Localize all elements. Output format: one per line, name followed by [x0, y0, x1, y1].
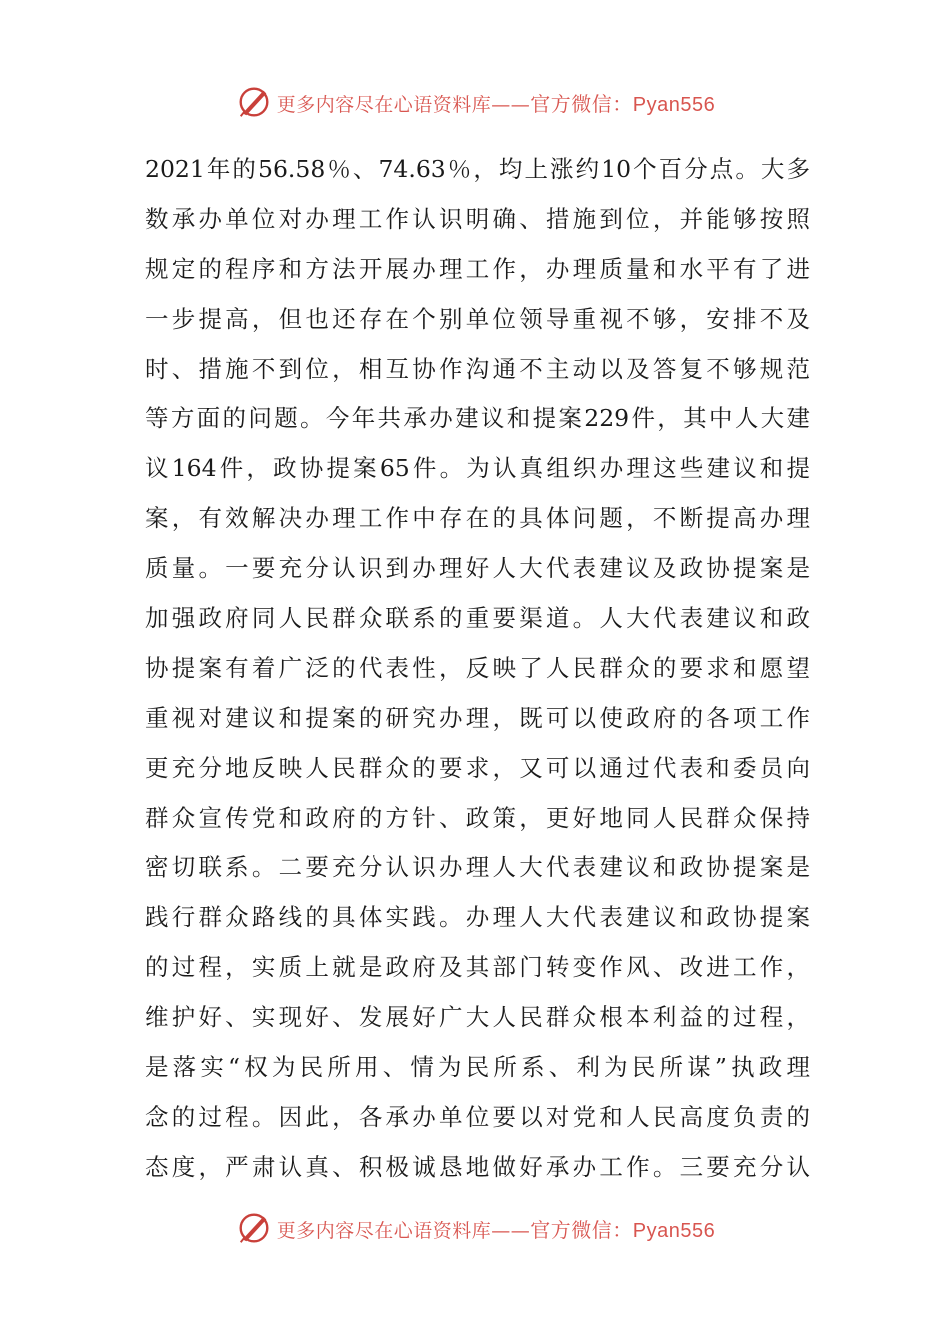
- text-line: 协提案有着广泛的代表性，反映了人民群众的要求和愿望: [145, 653, 810, 682]
- document-body: [145, 145, 810, 1193]
- text-line: 议164件，政协提案65件。为认真组织办理这些建议和提: [145, 454, 810, 483]
- text-line: 密切联系。二要充分认识办理人大代表建议和政协提案是: [145, 853, 810, 882]
- text-line: 是落实“权为民所用、情为民所系、利为民所谋”执政理: [145, 1053, 810, 1082]
- text-line: 践行群众路线的具体实践。办理人大代表建议和政协提案: [145, 903, 810, 932]
- text-line: 案，有效解决办理工作中存在的具体问题，不断提高办理: [145, 504, 810, 533]
- text-line: 念的过程。因此，各承办单位要以对党和人民高度负责的: [145, 1102, 810, 1131]
- text-line: 一步提高，但也还存在个别单位领导重视不够，安排不及: [145, 304, 810, 333]
- quill-pen-icon: [235, 1209, 273, 1247]
- text-line: 规定的程序和方法开展办理工作，办理质量和水平有了进: [145, 254, 810, 283]
- watermark-text: 更多内容尽在心语资料库——官方微信：Pyan556: [276, 93, 716, 116]
- header-watermark: [0, 80, 950, 124]
- text-line: 时、措施不到位，相互协作沟通不主动以及答复不够规范: [145, 354, 810, 383]
- text-line: 态度，严肃认真、积极诚恳地做好承办工作。三要充分认: [145, 1152, 810, 1181]
- text-line: 2021年的56.58％、74.63％，均上涨约10个百分点。大多: [145, 155, 810, 183]
- text-line: 维护好、实现好、发展好广大人民群众根本利益的过程，: [145, 1003, 810, 1032]
- text-line: 质量。一要充分认识到办理好人大代表建议及政协提案是: [145, 554, 810, 583]
- footer-watermark: [0, 1206, 950, 1250]
- text-line: 加强政府同人民群众联系的重要渠道。人大代表建议和政: [145, 604, 810, 633]
- text-line: 等方面的问题。今年共承办建议和提案229件，其中人大建: [145, 404, 810, 433]
- text-line: 数承办单位对办理工作认识明确、措施到位，并能够按照: [145, 204, 810, 233]
- watermark-text: 更多内容尽在心语资料库——官方微信：Pyan556: [276, 1219, 716, 1242]
- text-line: 群众宣传党和政府的方针、政策，更好地同人民群众保持: [145, 803, 810, 832]
- text-line: 重视对建议和提案的研究办理，既可以使政府的各项工作: [145, 703, 810, 732]
- quill-pen-icon: [235, 83, 273, 121]
- text-line: 更充分地反映人民群众的要求，又可以通过代表和委员向: [145, 753, 810, 782]
- text-line: 的过程，实质上就是政府及其部门转变作风、改进工作，: [145, 953, 810, 982]
